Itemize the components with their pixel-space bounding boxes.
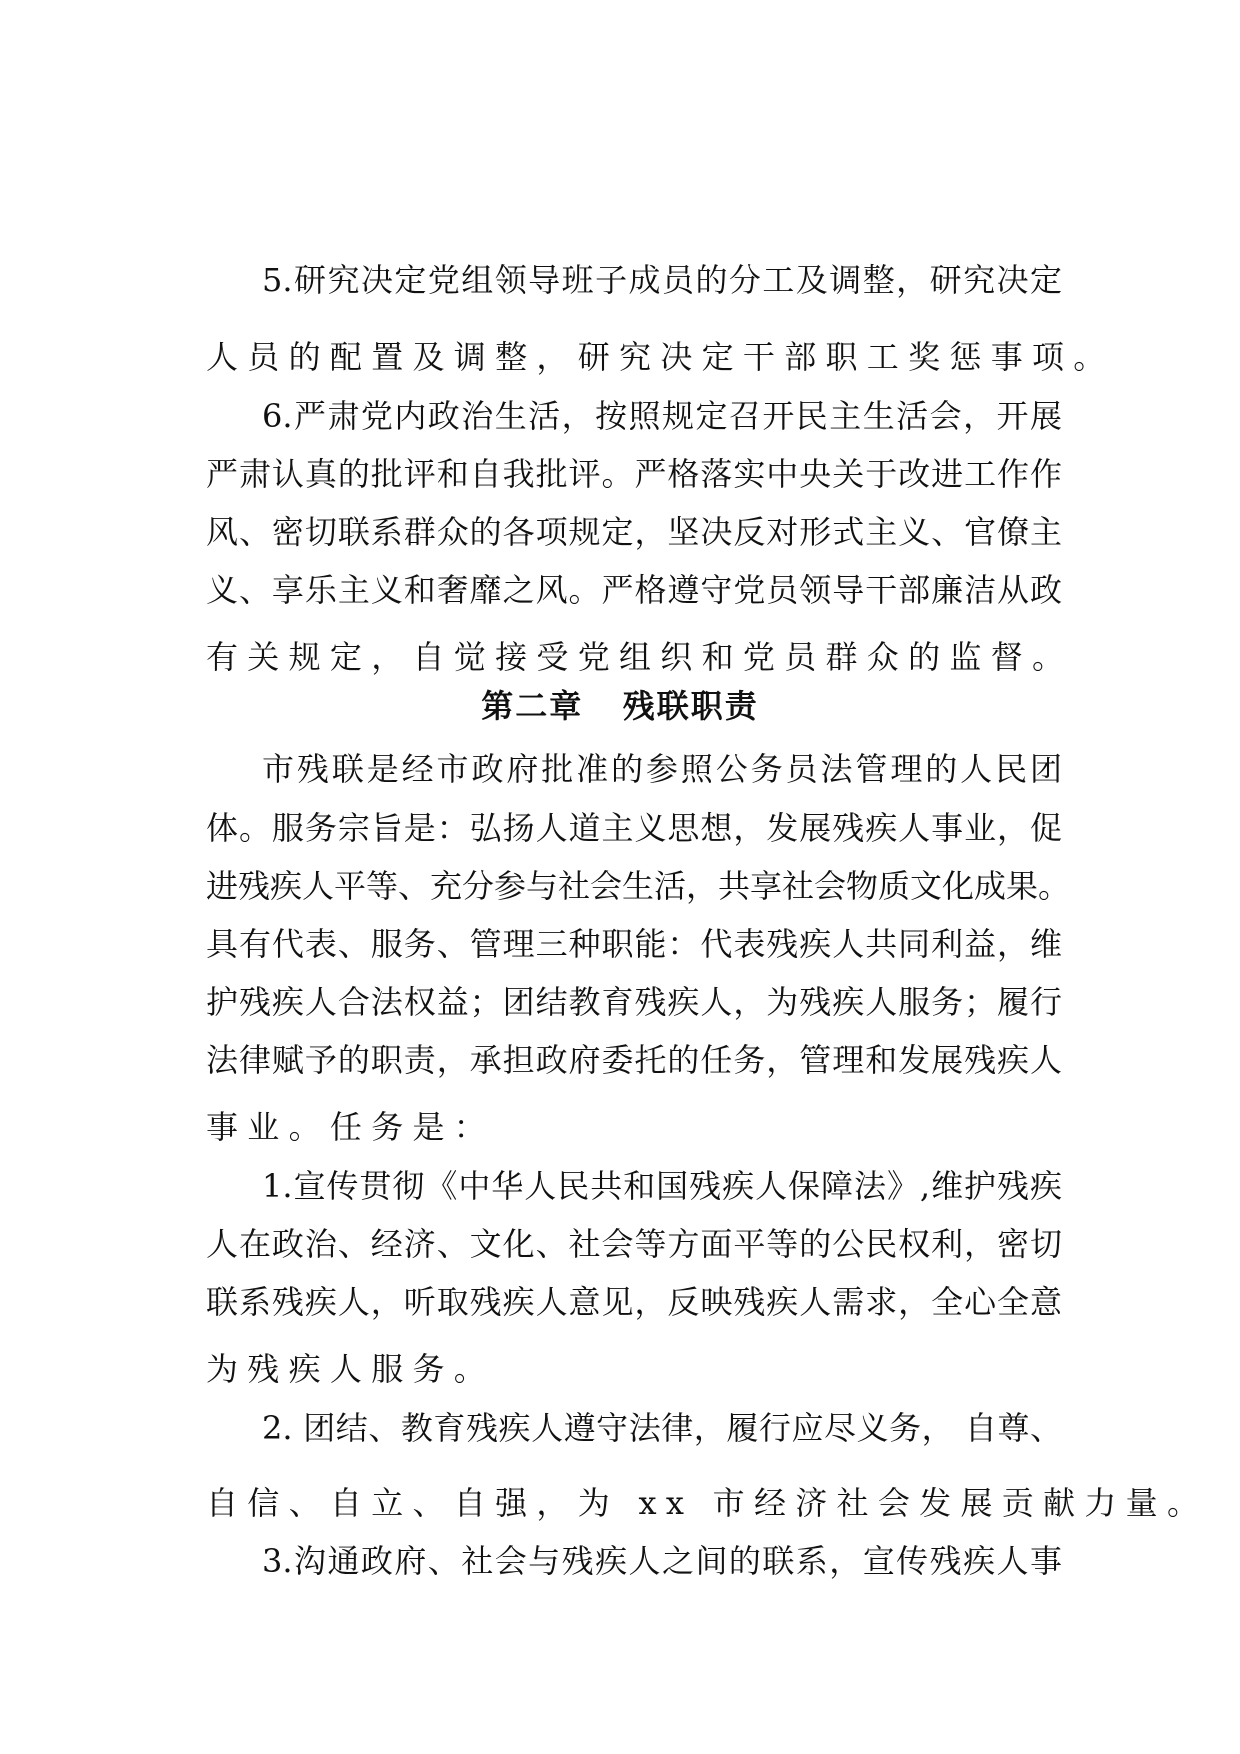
paragraph-line: 自信、自立、自强，为 xx 市经济社会发展贡献力量。: [206, 1484, 1209, 1522]
paragraph-line: 有关规定，自觉接受党组织和党员群众的监督。: [206, 638, 1074, 676]
paragraph-line: 事业。任务是：: [206, 1108, 496, 1146]
paragraph-line: 5.研究决定党组领导班子成员的分工及调整，研究决定: [262, 261, 1062, 299]
paragraph-line: 人在政治、经济、文化、社会等方面平等的公民权利，密切: [206, 1225, 1062, 1263]
paragraph-line: 3.沟通政府、社会与残疾人之间的联系，宣传残疾人事: [262, 1542, 1062, 1580]
paragraph-line: 法律赋予的职责，承担政府委托的任务，管理和发展残疾人: [206, 1041, 1062, 1079]
paragraph-line: 1.宣传贯彻《中华人民共和国残疾人保障法》,维护残疾: [262, 1167, 1062, 1205]
paragraph-line: 联系残疾人，听取残疾人意见，反映残疾人需求，全心全意: [206, 1283, 1062, 1321]
paragraph-line: 严肃认真的批评和自我批评。严格落实中央关于改进工作作: [206, 455, 1062, 493]
paragraph-line: 市残联是经市政府批准的参照公务员法管理的人民团: [262, 750, 1062, 788]
paragraph-line: 2. 团结、教育残疾人遵守法律，履行应尽义务， 自尊、: [262, 1409, 1062, 1447]
paragraph-line: 人员的配置及调整，研究决定干部职工奖惩事项。: [206, 338, 1115, 376]
chapter-heading: 第二章 残联职责: [481, 687, 759, 725]
paragraph-line: 6.严肃党内政治生活，按照规定召开民主生活会，开展: [262, 397, 1062, 435]
paragraph-line: 义、享乐主义和奢靡之风。严格遵守党员领导干部廉洁从政: [206, 571, 1062, 609]
paragraph-line: 进残疾人平等、充分参与社会生活，共享社会物质文化成果。: [206, 867, 1071, 905]
paragraph-line: 具有代表、服务、管理三种职能：代表残疾人共同利益，维: [206, 925, 1062, 963]
paragraph-line: 风、密切联系群众的各项规定，坚决反对形式主义、官僚主: [206, 513, 1062, 551]
paragraph-line: 护残疾人合法权益；团结教育残疾人，为残疾人服务；履行: [206, 983, 1062, 1021]
paragraph-line: 为残疾人服务。: [206, 1350, 496, 1388]
paragraph-line: 体。服务宗旨是：弘扬人道主义思想，发展残疾人事业，促: [206, 809, 1062, 847]
